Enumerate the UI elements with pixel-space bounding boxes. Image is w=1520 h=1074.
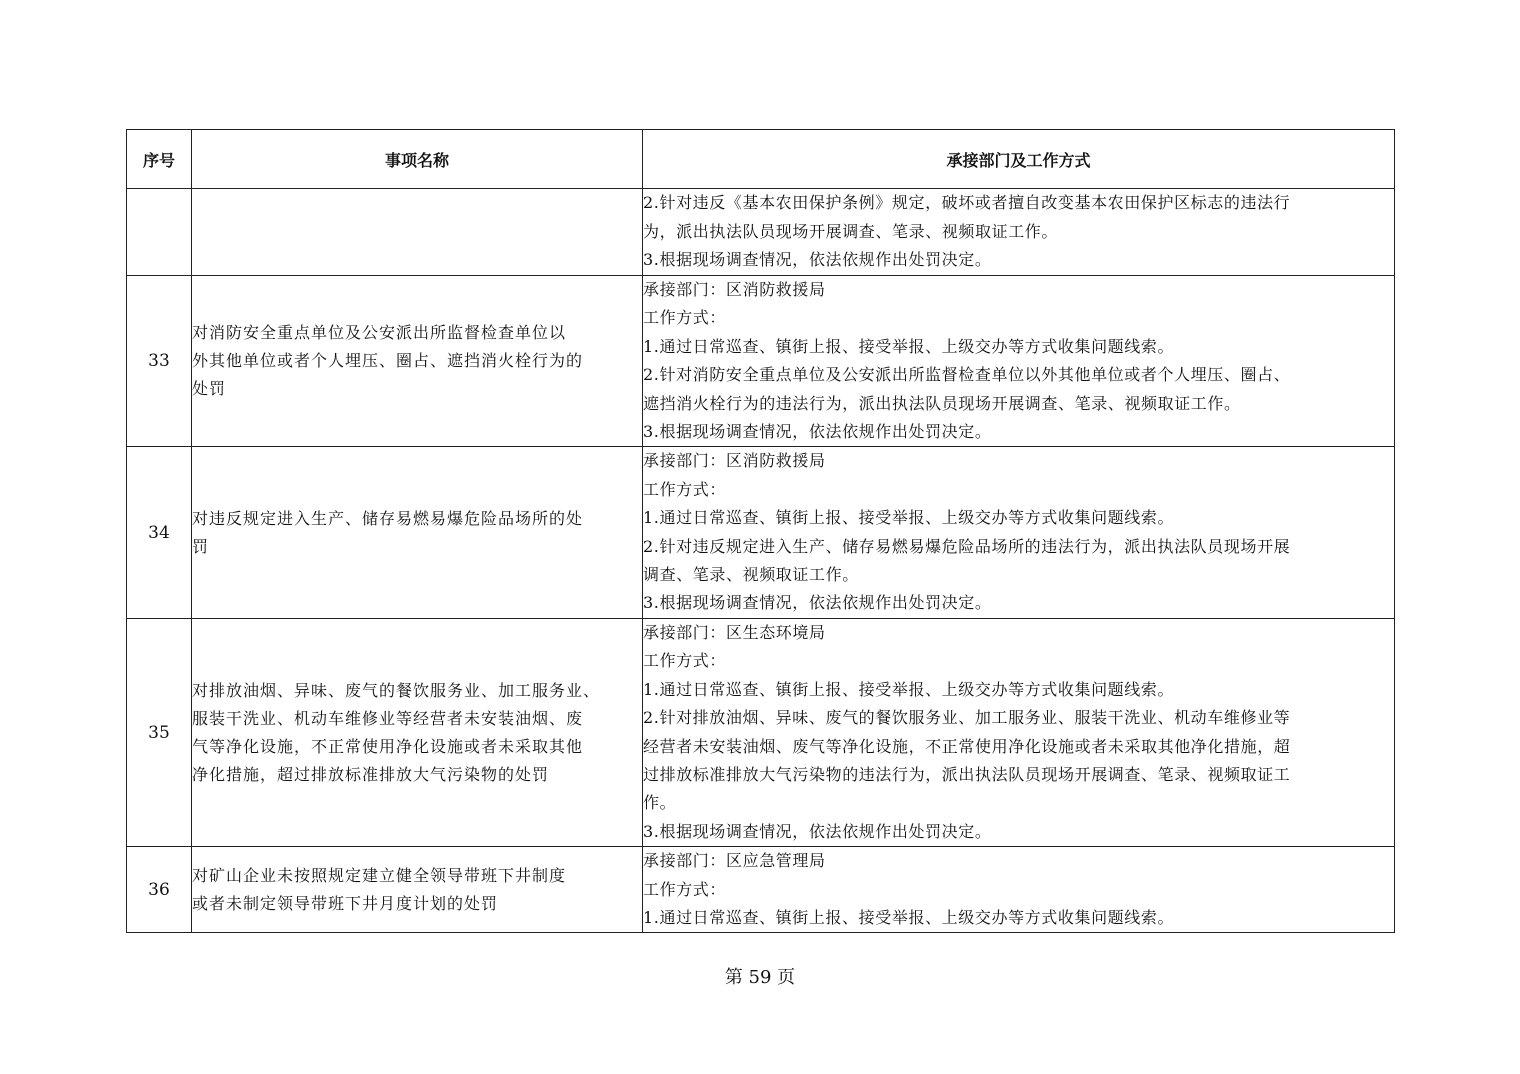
detail-cell (643, 618, 1395, 846)
item-name-cell (192, 189, 643, 276)
row-number-cell (127, 189, 192, 276)
detail-cell (643, 447, 1395, 618)
detail-line: 调查、笔录、视频取证工作。 (643, 565, 859, 585)
detail-line: 2.针对排放油烟、异味、废气的餐饮服务业、加工服务业、服装干洗业、机动车维修业等 (643, 708, 1291, 728)
item-name-line: 对违反规定进入生产、储存易燃易爆危险品场所的处 (192, 508, 584, 528)
item-name-line: 净化措施，超过排放标准排放大气污染物的处罚 (192, 764, 550, 784)
table-row (127, 276, 1395, 447)
detail-line: 3.根据现场调查情况，依法依规作出处罚决定。 (643, 250, 992, 270)
detail-line: 1.通过日常巡查、镇街上报、接受举报、上级交办等方式收集问题线索。 (643, 508, 1175, 528)
detail-line: 3.根据现场调查情况，依法依规作出处罚决定。 (643, 593, 992, 613)
table-header-row (127, 130, 1395, 189)
detail-cell (643, 847, 1395, 933)
item-name-line: 气等净化设施，不正常使用净化设施或者未采取其他 (192, 736, 584, 756)
item-name-cell (192, 847, 643, 933)
detail-line: 1.通过日常巡查、镇街上报、接受举报、上级交办等方式收集问题线索。 (643, 907, 1175, 927)
row-number-cell: 34 (127, 447, 192, 618)
detail-line: 承接部门：区消防救援局 (643, 280, 826, 299)
header-item-name: 事项名称 (192, 130, 643, 189)
detail-line: 承接部门：区应急管理局 (643, 851, 826, 871)
item-name-line: 罚 (192, 536, 210, 556)
detail-line: 承接部门：区消防救援局 (643, 451, 826, 471)
detail-line: 3.根据现场调查情况，依法依规作出处罚决定。 (643, 821, 992, 841)
item-name-cell (192, 276, 643, 447)
detail-line: 2.针对违反规定进入生产、储存易燃易爆危险品场所的违法行为，派出执法队员现场开展 (643, 536, 1291, 556)
detail-line: 工作方式： (643, 479, 727, 499)
page-number: 第 59 页 (724, 967, 796, 988)
item-name-line: 外其他单位或者个人埋压、圈占、遮挡消火栓行为的 (192, 351, 584, 371)
detail-cell (643, 276, 1395, 447)
item-name-line: 对排放油烟、异味、废气的餐饮服务业、加工服务业、 (192, 680, 601, 700)
detail-line: 遮挡消火栓行为的违法行为，派出执法队员现场开展调查、笔录、视频取证工作。 (643, 393, 1241, 413)
item-name-line: 对矿山企业未按照规定建立健全领导带班下井制度 (192, 865, 567, 885)
table-row (127, 447, 1395, 618)
detail-line: 作。 (643, 793, 677, 813)
item-name-line: 处罚 (192, 379, 227, 399)
table-row (127, 618, 1395, 846)
detail-line: 为，派出执法队员现场开展调查、笔录、视频取证工作。 (643, 221, 1059, 241)
detail-line: 2.针对消防安全重点单位及公安派出所监督检查单位以外其他单位或者个人埋压、圈占、 (643, 365, 1291, 385)
row-number-cell: 35 (127, 618, 192, 846)
row-number-cell: 33 (127, 276, 192, 447)
detail-cell (643, 189, 1395, 276)
detail-line: 2.针对违反《基本农田保护条例》规定，破坏或者擅自改变基本农田保护区标志的违法行 (643, 193, 1291, 213)
header-department-method: 承接部门及工作方式 (643, 130, 1395, 189)
header-serial-number: 序号 (127, 130, 192, 189)
item-name-line: 或者未制定领导带班下井月度计划的处罚 (192, 893, 499, 913)
detail-line: 工作方式： (643, 308, 727, 328)
row-number-cell: 36 (127, 847, 192, 933)
detail-line: 1.通过日常巡查、镇街上报、接受举报、上级交办等方式收集问题线索。 (643, 679, 1175, 699)
item-name-line: 对消防安全重点单位及公安派出所监督检查单位以 (192, 323, 567, 343)
detail-line: 过排放标准排放大气污染物的违法行为，派出执法队员现场开展调查、笔录、视频取证工 (643, 764, 1291, 784)
detail-line: 工作方式： (643, 879, 727, 899)
table-row (127, 847, 1395, 933)
items-table (126, 129, 1395, 933)
item-name-line: 服装干洗业、机动车维修业等经营者未安装油烟、废 (192, 708, 584, 728)
detail-line: 承接部门：区生态环境局 (643, 622, 826, 642)
detail-line: 经营者未安装油烟、废气等净化设施，不正常使用净化设施或者未采取其他净化措施，超 (643, 736, 1291, 756)
item-name-cell (192, 447, 643, 618)
table-row (127, 189, 1395, 276)
detail-line: 1.通过日常巡查、镇街上报、接受举报、上级交办等方式收集问题线索。 (643, 336, 1175, 356)
detail-line: 3.根据现场调查情况，依法依规作出处罚决定。 (643, 422, 992, 442)
detail-line: 工作方式： (643, 651, 727, 671)
item-name-cell (192, 618, 643, 846)
